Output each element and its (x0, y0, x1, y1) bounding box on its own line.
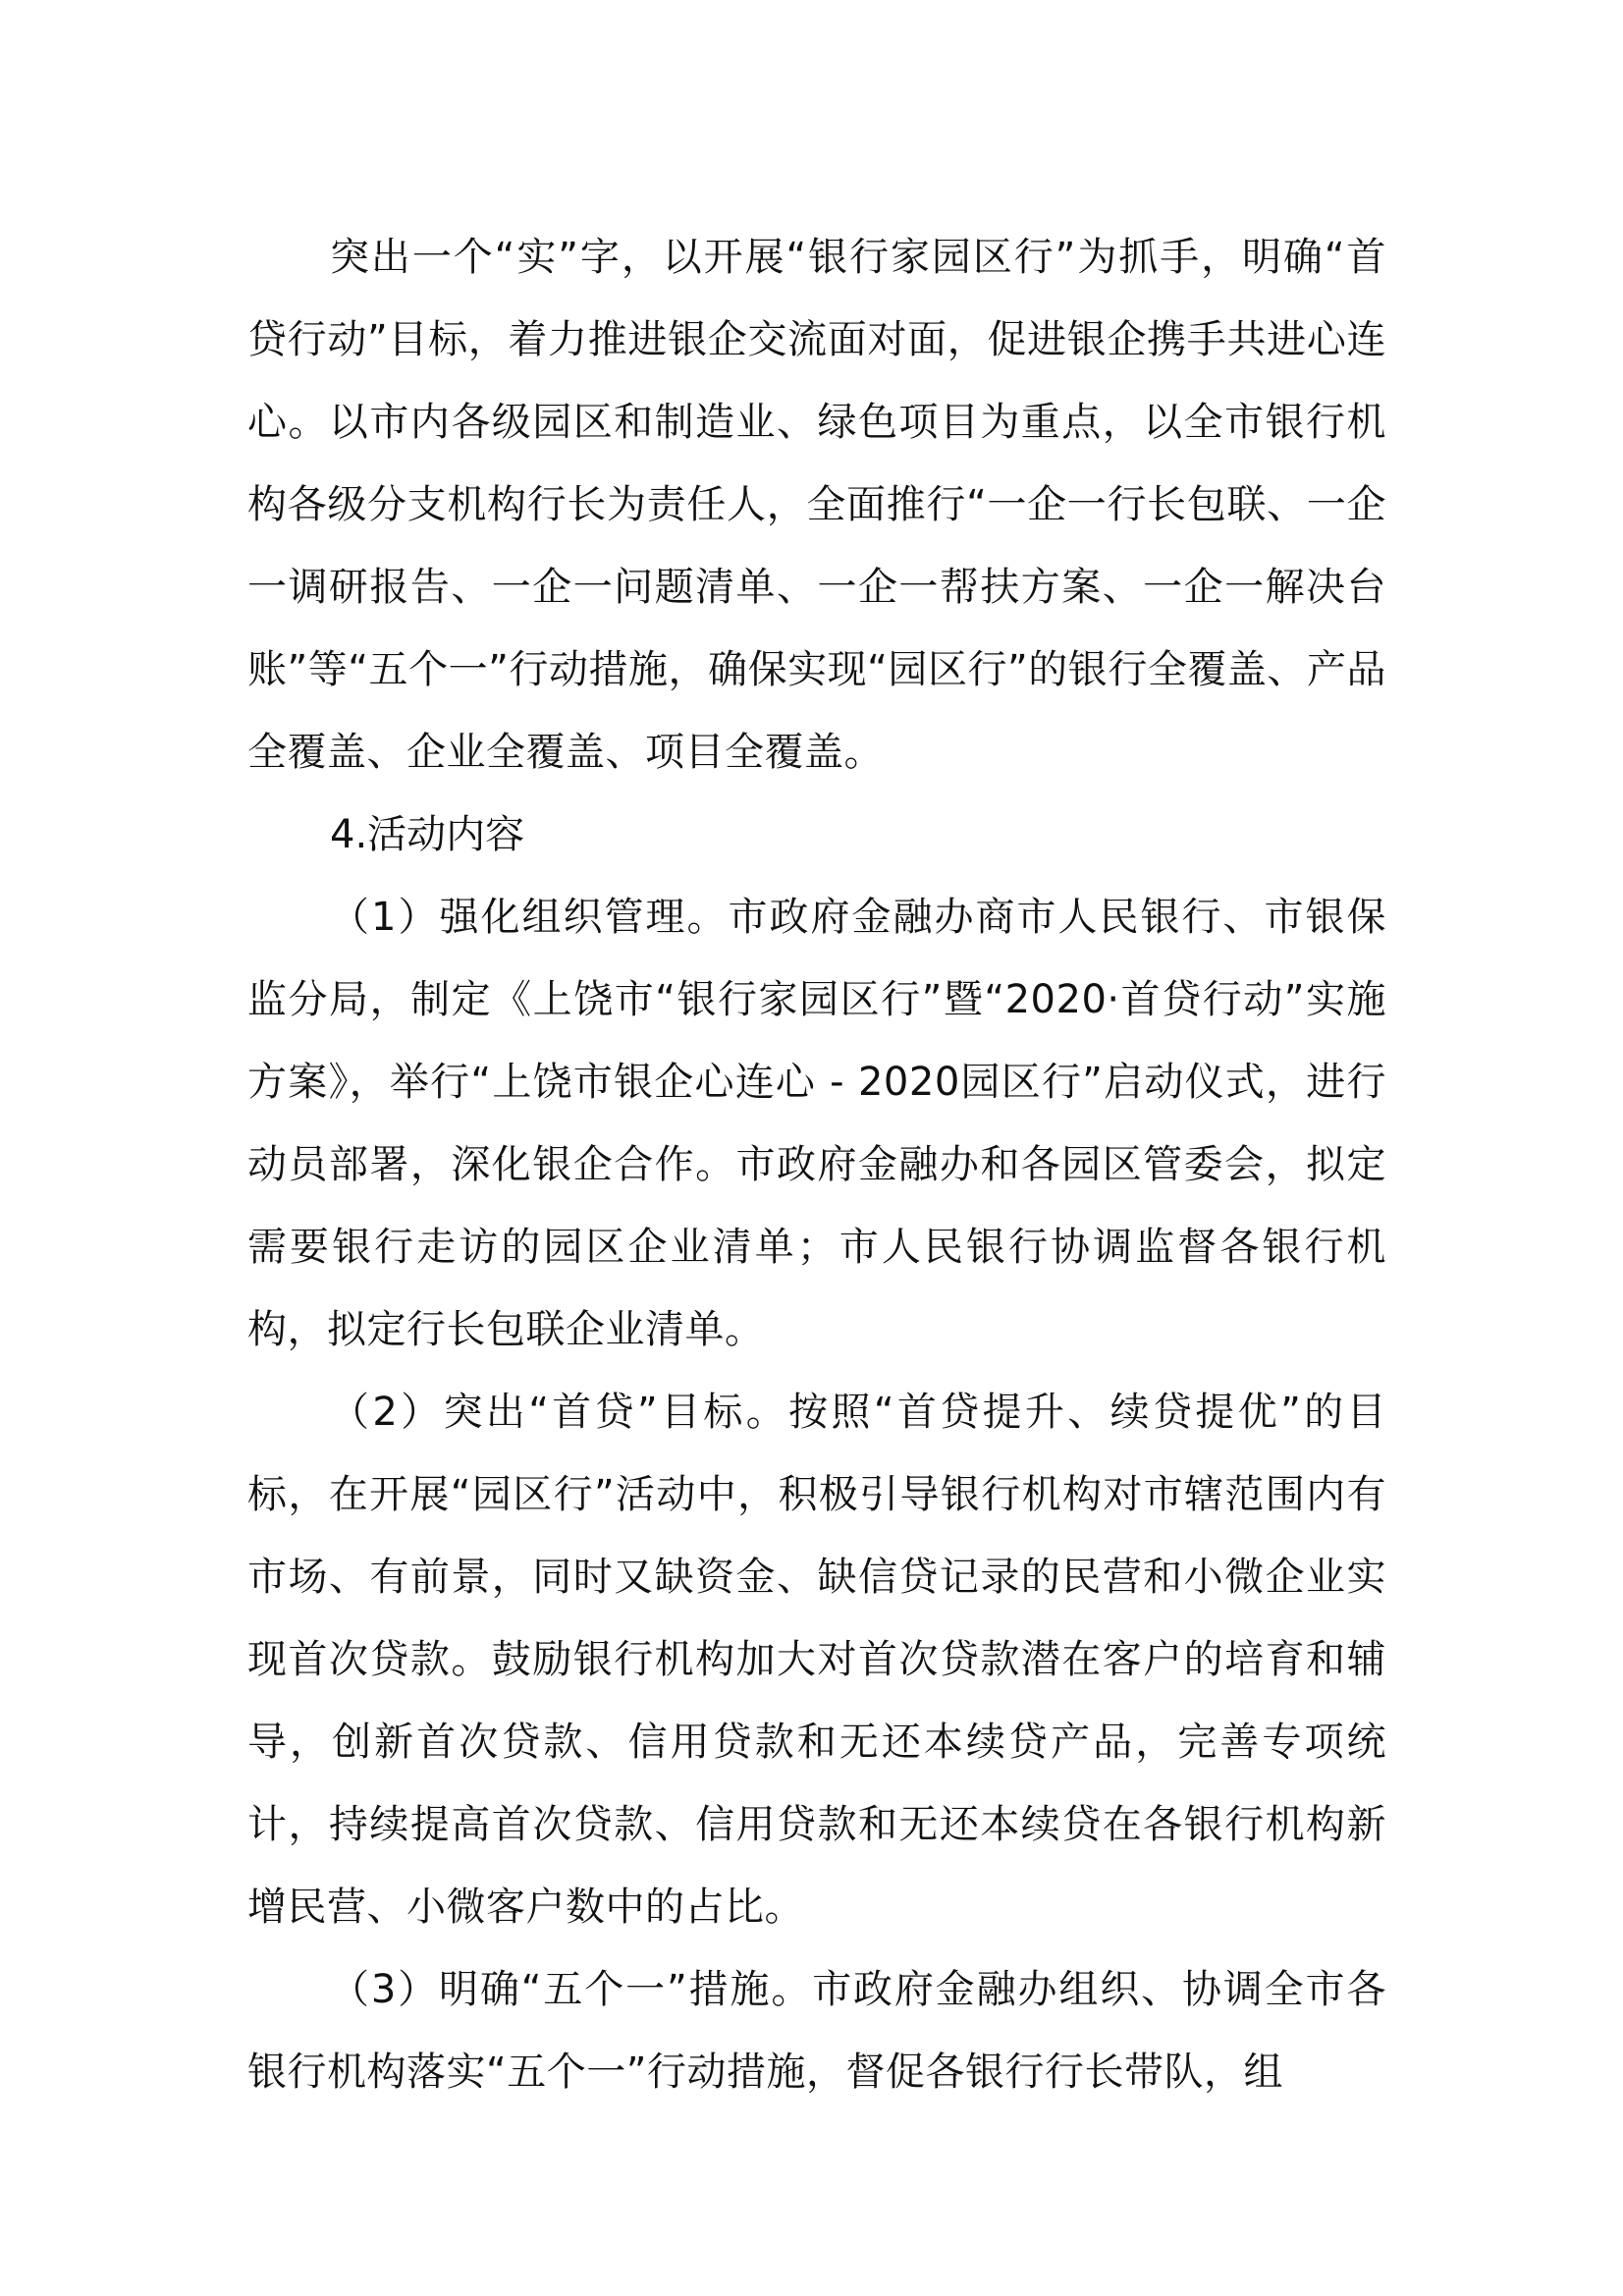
paragraph-item-1: （1）强化组织管理。市政府金融办商市人民银行、市银保监分局，制定《上饶市“银行家园区行”暨“2020·首贷行动”实施方案》，举行“上饶市银企心连心 - 2020园区行”启动仪式，进行动员部署，深化银企合作。市政府金融办和各园区管委会，拟定需要银行走访的园区企业清单；市人民银行协调监督各银行机构，拟定行长包联企业清单。 (247, 895, 1386, 1352)
section-heading-activity-content: 4.活动内容 (330, 812, 525, 857)
paragraph-intro: 突出一个“实”字，以开展“银行家园区行”为抓手，明确“首贷行动”目标，着力推进银企交流面对面，促进银企携手共进心连心。以市内各级园区和制造业、绿色项目为重点，以全市银行机构各级分支机构行长为责任人，全面推行“一企一行长包联、一企一调研报告、一企一问题清单、一企一帮扶方案、一企一解决台账”等“五个一”行动措施，确保实现“园区行”的银行全覆盖、产品全覆盖、企业全覆盖、项目全覆盖。 (247, 235, 1386, 775)
paragraph-item-3: （3）明确“五个一”措施。市政府金融办组织、协调全市各银行机构落实“五个一”行动措施，督促各银行行长带队，组 (247, 1967, 1386, 2095)
paragraph-item-2: （2）突出“首贷”目标。按照“首贷提升、续贷提优”的目标，在开展“园区行”活动中，积极引导银行机构对市辖范围内有市场、有前景，同时又缺资金、缺信贷记录的民营和小微企业实现首次贷款。鼓励银行机构加大对首次贷款潜在客户的培育和辅导，创新首次贷款、信用贷款和无还本续贷产品，完善专项统计，持续提高首次贷款、信用贷款和无还本续贷在各银行机构新增民营、小微客户数中的占比。 (247, 1390, 1386, 1930)
document-body (247, 216, 1386, 2113)
